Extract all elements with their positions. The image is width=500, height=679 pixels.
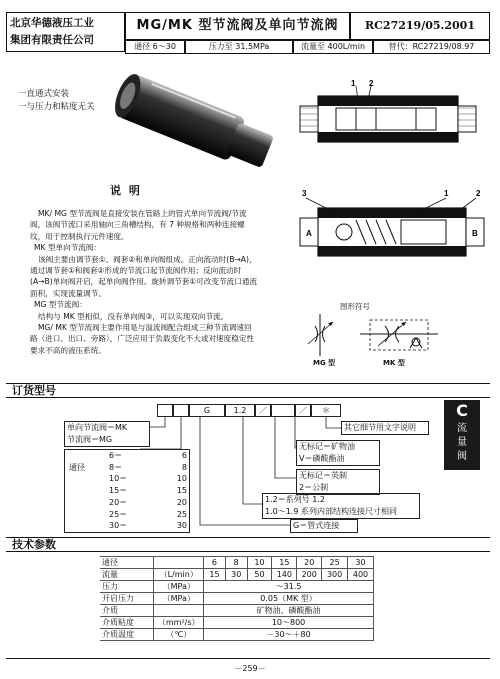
label-mid-3: 3 [302,189,307,198]
spec-row-opening-pressure [100,593,374,605]
replace-note: 替代：RC27219/08.97 [373,40,490,54]
company-line-2: 集团有限责任公司 [10,34,94,46]
diameter-value: 6 [181,451,187,460]
description-subheading: MK 型单向节流阀： [34,243,102,253]
medium-line: V＝磷酸酯油 [299,454,345,463]
diameter-value: 30 [176,521,187,531]
description-heading: 说 明 [110,184,142,197]
spec-value: 140 [272,569,297,581]
code-cell: G [189,404,225,417]
code-cell [157,404,173,417]
spec-name: 介质粘度 [100,617,154,629]
diameter-row [109,473,187,485]
spec-value: 8 [225,557,247,569]
size-range: 通径 6～30 [125,40,185,54]
diameter-row [109,485,187,497]
spec-value: 50 [247,569,272,581]
diameter-code: 25＝ [109,509,128,519]
company-name [6,12,125,52]
section-drawings [296,78,496,288]
mk-section-drawing [300,189,484,256]
spec-unit: （MPa） [154,581,204,593]
hydraulic-symbols [300,312,450,362]
thread-line: 无标记＝英制 [299,471,347,480]
diameter-code: 10＝ [109,474,128,484]
spec-value: 200 [297,569,322,581]
spec-name: 介质 [100,605,154,617]
diameter-value: 15 [176,486,187,496]
pressure-range: 压力至 31.5MPa [185,40,293,54]
code-cell: ＊ [311,404,341,417]
side-tab-letter: C [456,401,468,420]
spec-name: 开启压力 [100,593,154,605]
spec-name: 流量 [100,569,154,581]
type-mg: 节流阀＝MG [67,435,113,444]
label-top-2: 2 [369,79,374,88]
description-paragraph: 结构与 MK 型相似，没有单向阀③，可以实现双向节流。 [38,311,229,321]
diameter-row [109,497,187,509]
order-code [157,404,341,417]
spec-value: 30 [225,569,247,581]
mg-section-drawing [300,79,476,142]
spec-value: 20 [297,557,322,569]
series-box [262,493,420,519]
description-paragraph: MK/ MG 型节流阀是直接安装在管路上的管式单向节流阀/节流阀，该阀节流口采用轴向三角槽结构，有 7 种规格和两种连接螺纹，用于控制执行元件速度。 [30,209,247,241]
spec-unit: （L/min） [154,569,204,581]
page-title: MG/MK 型节流阀及单向节流阀 [125,12,350,40]
spec-value: 25 [322,557,348,569]
code-cell [173,404,189,417]
thread-line: 2＝公制 [299,483,329,492]
specs-section-heading: 技术参数 [6,537,490,552]
diameter-code: 8＝ [109,462,123,472]
symbol-title: 图形符号 [340,302,370,311]
footer-rule [6,658,490,659]
diameter-value: 25 [176,509,187,519]
medium-box [296,440,380,466]
other-details-box: 其它细节用文字说明 [341,421,429,435]
diameter-list [109,450,187,532]
diameter-code: 6＝ [109,451,123,460]
side-tab [444,400,480,470]
diameter-code: 30＝ [109,521,128,531]
spec-unit: （℃） [154,629,204,641]
diameter-row [109,462,187,474]
type-mk: 单向节流阀＝MK [67,423,128,432]
series-line: 1.0～1.9 系列内部结构连接尺寸相同 [265,507,397,516]
order-section-heading: 订货型号 [6,383,490,398]
spec-row-pressure [100,581,374,593]
feature-list [18,88,95,114]
spec-unit: （mm²/s） [154,617,204,629]
diameter-row [109,520,187,532]
spec-span-value: 10～800 [204,617,374,629]
mg-symbol-label: MG 型 [313,359,336,367]
diameter-label: 通径 [69,463,85,472]
diameter-row [109,450,187,462]
description-paragraph: MG/ MK 型节流阀主要作用是与溢流阀配合组成三种节流调速回路（进口、出口、旁路），广泛应用于负载变化不大或对速度稳定性要求不高的液压系统。 [30,323,255,355]
spec-row-medium [100,605,374,617]
feature-item: 一直通式安装 [18,89,70,99]
code-cell: 1.2 [225,404,255,417]
spec-row-flow [100,569,374,581]
code-cell: ／ [295,404,311,417]
diameter-box [64,449,190,533]
document-code: RC27219/05.2001 [350,12,490,40]
spec-name: 介质温度 [100,629,154,641]
diameter-code: 15＝ [109,486,128,496]
spec-value: 15 [204,569,226,581]
product-photo [100,72,290,177]
side-tab-char: 流 [457,423,467,434]
spec-row-diameter [100,557,374,569]
specs-table [100,556,374,641]
series-line: 1.2＝系列号 1.2 [265,495,325,504]
side-tab-text [444,422,480,464]
feature-item: 一与压力和粘度无关 [18,102,95,112]
company-line-1: 北京华德液压工业 [10,17,94,29]
code-cell [271,404,295,417]
description-body [30,208,258,356]
mk-symbol-label: MK 型 [383,359,405,367]
mk-symbol [360,320,438,350]
valve-type-box [64,421,150,447]
side-tab-char: 阀 [457,451,467,462]
diameter-value: 10 [176,474,187,484]
spec-value: 400 [348,569,374,581]
spec-value: 300 [322,569,348,581]
connection-box: G＝管式连接 [290,519,358,533]
spec-value: 6 [204,557,226,569]
spec-value: 30 [348,557,374,569]
label-mid-2: 2 [476,189,481,198]
spec-value: 15 [272,557,297,569]
diameter-code: 20＝ [109,497,128,507]
spec-name: 压力 [100,581,154,593]
label-port-a: A [306,229,312,238]
spec-span-value: 0.05（MK 型） [204,593,374,605]
spec-span-value: －30～＋80 [204,629,374,641]
thread-box [296,469,380,495]
diameter-value: 20 [176,497,187,507]
label-mid-1: 1 [444,189,449,198]
diameter-row [109,509,187,521]
description-subheading: MG 型节流阀： [34,300,87,310]
description-paragraph: 该阀主要由调节套①、阀套②和单向阀组成。正向流动时(B→A)，通过调节套①和阀套②形成的节流口起节流阀作用；反向流动时(A→B)单向阀开启，起单向阀作用。旋转调节套①可改变节流口通流面积，实现流量调节。 [30,254,257,298]
spec-unit [154,605,204,617]
flow-range: 流量至 400L/min [293,40,373,54]
label-port-b: B [472,229,478,238]
spec-unit: （MPa） [154,593,204,605]
spec-value: 10 [247,557,272,569]
spec-span-value: ～31.5 [204,581,374,593]
side-tab-char: 量 [457,437,467,448]
page-number: －259－ [234,664,266,673]
mg-symbol [308,314,333,356]
spec-row-viscosity [100,617,374,629]
spec-row-temperature [100,629,374,641]
spec-span-value: 矿物油、磷酸酯油 [204,605,374,617]
code-cell: ／ [255,404,271,417]
medium-line: 无标记＝矿物油 [299,442,355,451]
spec-name: 通径 [100,557,154,569]
label-top-1: 1 [351,79,356,88]
diameter-value: 8 [181,462,187,472]
spec-unit [154,557,204,569]
